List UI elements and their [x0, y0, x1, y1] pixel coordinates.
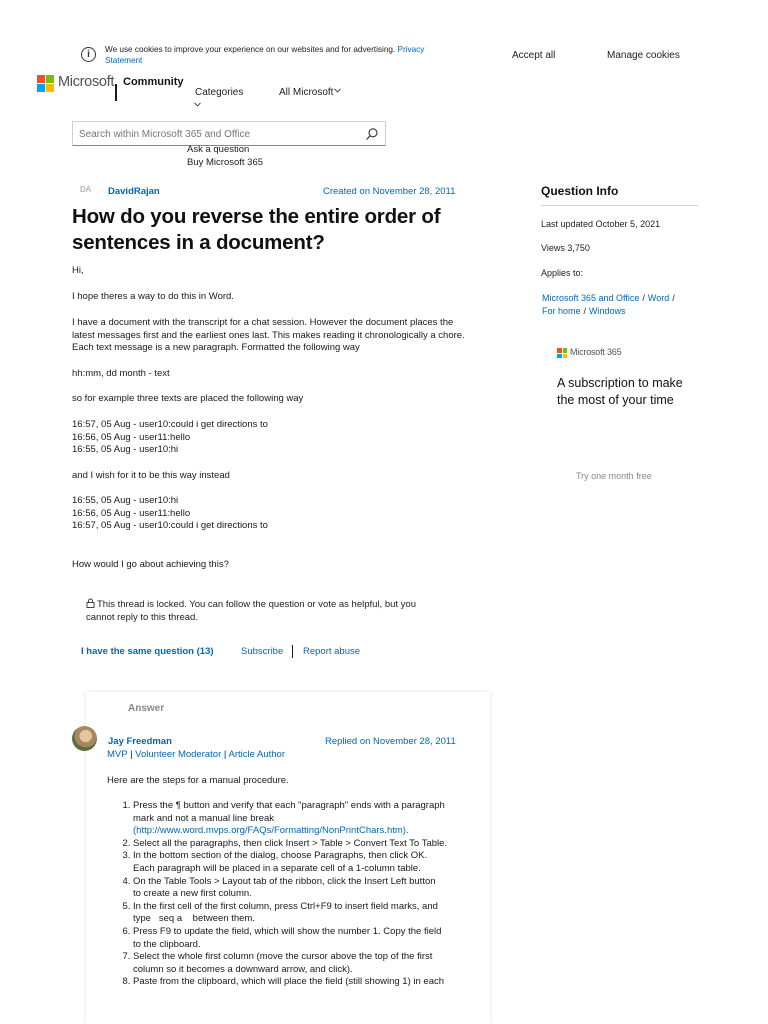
list-item: 7. Select the whole first column (move the cursor above the top of the first column so it becomes a downward arrow, and click).	[133, 951, 477, 976]
last-updated: Last updated October 5, 2021	[541, 219, 661, 229]
avatar: DA	[80, 185, 92, 194]
applies-to-label: Applies to:	[541, 268, 584, 278]
applies-link-for-home[interactable]: For home	[542, 306, 581, 316]
info-icon: i	[81, 47, 96, 62]
promo-brand: Microsoft 365	[570, 347, 622, 357]
list-item: 3. In the bottom section of the dialog, choose Paragraphs, then click OK. Each paragraph will be placed in a separate cell of a 1-column table.	[133, 850, 477, 875]
microsoft-brand[interactable]: Microsoft	[58, 74, 115, 90]
body-line: Each text message is a new paragraph. Formatted the following way	[72, 342, 360, 354]
answer-intro: Here are the steps for a manual procedure.	[107, 775, 289, 786]
cookie-message	[105, 45, 455, 66]
body-line: so for example three texts are placed the following way	[72, 393, 304, 404]
body-line: and I wish for it to be this way instead	[72, 470, 230, 481]
body-line: How would I go about achieving this?	[72, 559, 229, 570]
list-item: 4. On the Table Tools > Layout tab of the ribbon, click the Insert Left button to create a new first column.	[133, 876, 477, 901]
nonprint-chars-link[interactable]: (http://www.word.mvps.org/FAQs/Formatting/NonPrintChars.htm).	[133, 825, 409, 837]
role-article-author[interactable]: Article Author	[228, 749, 285, 760]
body-line: latest messages first and the earliest ones last. This makes reading it chronologically a chore.	[72, 329, 465, 341]
manage-cookies-button[interactable]: Manage cookies	[607, 50, 680, 61]
applies-to-links: Microsoft 365 and Office / Word / For home / Windows	[542, 293, 675, 316]
buy-microsoft-365-link[interactable]: Buy Microsoft 365	[187, 157, 264, 168]
list-item: 8. Paste from the clipboard, which will place the field (still showing 1) in each	[133, 976, 477, 989]
views-count: Views 3,750	[541, 243, 590, 253]
same-question-button[interactable]: I have the same question (13)	[81, 646, 214, 657]
lock-icon	[86, 598, 95, 608]
created-date: Created on November 28, 2011	[323, 186, 456, 197]
divider	[541, 205, 698, 206]
locked-note-text: This thread is locked. You can follow the question or vote as helpful, but you	[97, 599, 416, 610]
report-abuse-link[interactable]: Report abuse	[303, 646, 361, 657]
promo-text: A subscription to make the most of your time	[557, 376, 683, 407]
body-line: 16:55, 05 Aug - user10:hi	[72, 444, 179, 456]
question-info-title: Question Info	[541, 184, 619, 198]
header-divider	[115, 84, 117, 101]
list-item: 2. Select all the paragraphs, then click Insert > Table > Convert Text To Table.	[133, 838, 477, 851]
privacy-statement-link[interactable]: Privacy Statement	[105, 45, 425, 65]
body-line: 16:57, 05 Aug - user10:could i get directions to	[72, 520, 268, 532]
microsoft-logo-icon[interactable]	[37, 75, 54, 92]
replied-date: Replied on November 28, 2011	[325, 736, 456, 747]
locked-note-text: cannot reply to this thread.	[86, 612, 198, 623]
action-divider	[292, 645, 293, 658]
search-icon[interactable]	[365, 127, 379, 141]
body-line: Hi,	[72, 265, 84, 276]
answer-author-roles: MVP | Volunteer Moderator | Article Author	[107, 749, 285, 760]
answer-steps	[107, 800, 477, 989]
list-item: 6. Press F9 to update the field, which will show the number 1. Copy the field to the clipboard.	[133, 926, 477, 951]
list-item: 1. Press the ¶ button and verify that each "paragraph" ends with a paragraph mark and not a manual line break (http://www.word.mvps.org/FAQs/Formatting/NonPrintChars.htm).	[133, 800, 477, 838]
avatar[interactable]	[72, 726, 97, 751]
answer-label: Answer	[128, 703, 165, 714]
subscribe-link[interactable]: Subscribe	[241, 646, 284, 657]
body-line: I hope theres a way to do this in Word.	[72, 291, 234, 302]
locked-thread-note	[86, 598, 476, 624]
search-input[interactable]	[79, 126, 359, 142]
applies-link-windows[interactable]: Windows	[589, 306, 626, 316]
role-mvp[interactable]: MVP	[107, 749, 128, 760]
nav-all-microsoft-label: All Microsoft	[279, 87, 334, 98]
page-title: How do you reverse the entire order of sentences in a document?	[72, 205, 441, 254]
body-line: 16:56, 05 Aug - user11:hello	[72, 507, 191, 519]
ask-question-link[interactable]: Ask a question	[187, 144, 250, 155]
microsoft-logo-icon	[557, 348, 567, 358]
body-line: 16:55, 05 Aug - user10:hi	[72, 495, 179, 506]
cookie-text: We use cookies to improve your experience on our websites and for advertising.	[105, 45, 396, 54]
applies-link-microsoft-365[interactable]: Microsoft 365 and Office	[542, 293, 640, 303]
body-line: hh:mm, dd month - text	[72, 368, 170, 379]
community-link[interactable]: Community	[123, 76, 184, 88]
nav-categories[interactable]: Categories	[195, 87, 244, 98]
accept-all-button[interactable]: Accept all	[512, 50, 556, 61]
body-line: 16:57, 05 Aug - user10:could i get directions to	[72, 419, 268, 430]
chevron-down-icon[interactable]	[194, 99, 201, 109]
body-line: I have a document with the transcript for a chat session. However the document places the	[72, 317, 454, 328]
nav-all-microsoft[interactable]	[279, 87, 341, 98]
search-bar	[72, 121, 386, 146]
question-author-link[interactable]: DavidRajan	[108, 186, 160, 197]
applies-link-word[interactable]: Word	[647, 293, 670, 303]
try-free-button[interactable]: Try one month free	[576, 471, 652, 481]
list-item: 5. In the first cell of the first column, press Ctrl+F9 to insert field marks, and type seq a between them.	[133, 901, 477, 926]
body-line: 16:56, 05 Aug - user11:hello	[72, 431, 191, 443]
answer-author-link[interactable]: Jay Freedman	[108, 736, 172, 747]
role-volunteer-moderator[interactable]: Volunteer Moderator	[135, 749, 222, 760]
chevron-down-icon	[334, 88, 341, 93]
